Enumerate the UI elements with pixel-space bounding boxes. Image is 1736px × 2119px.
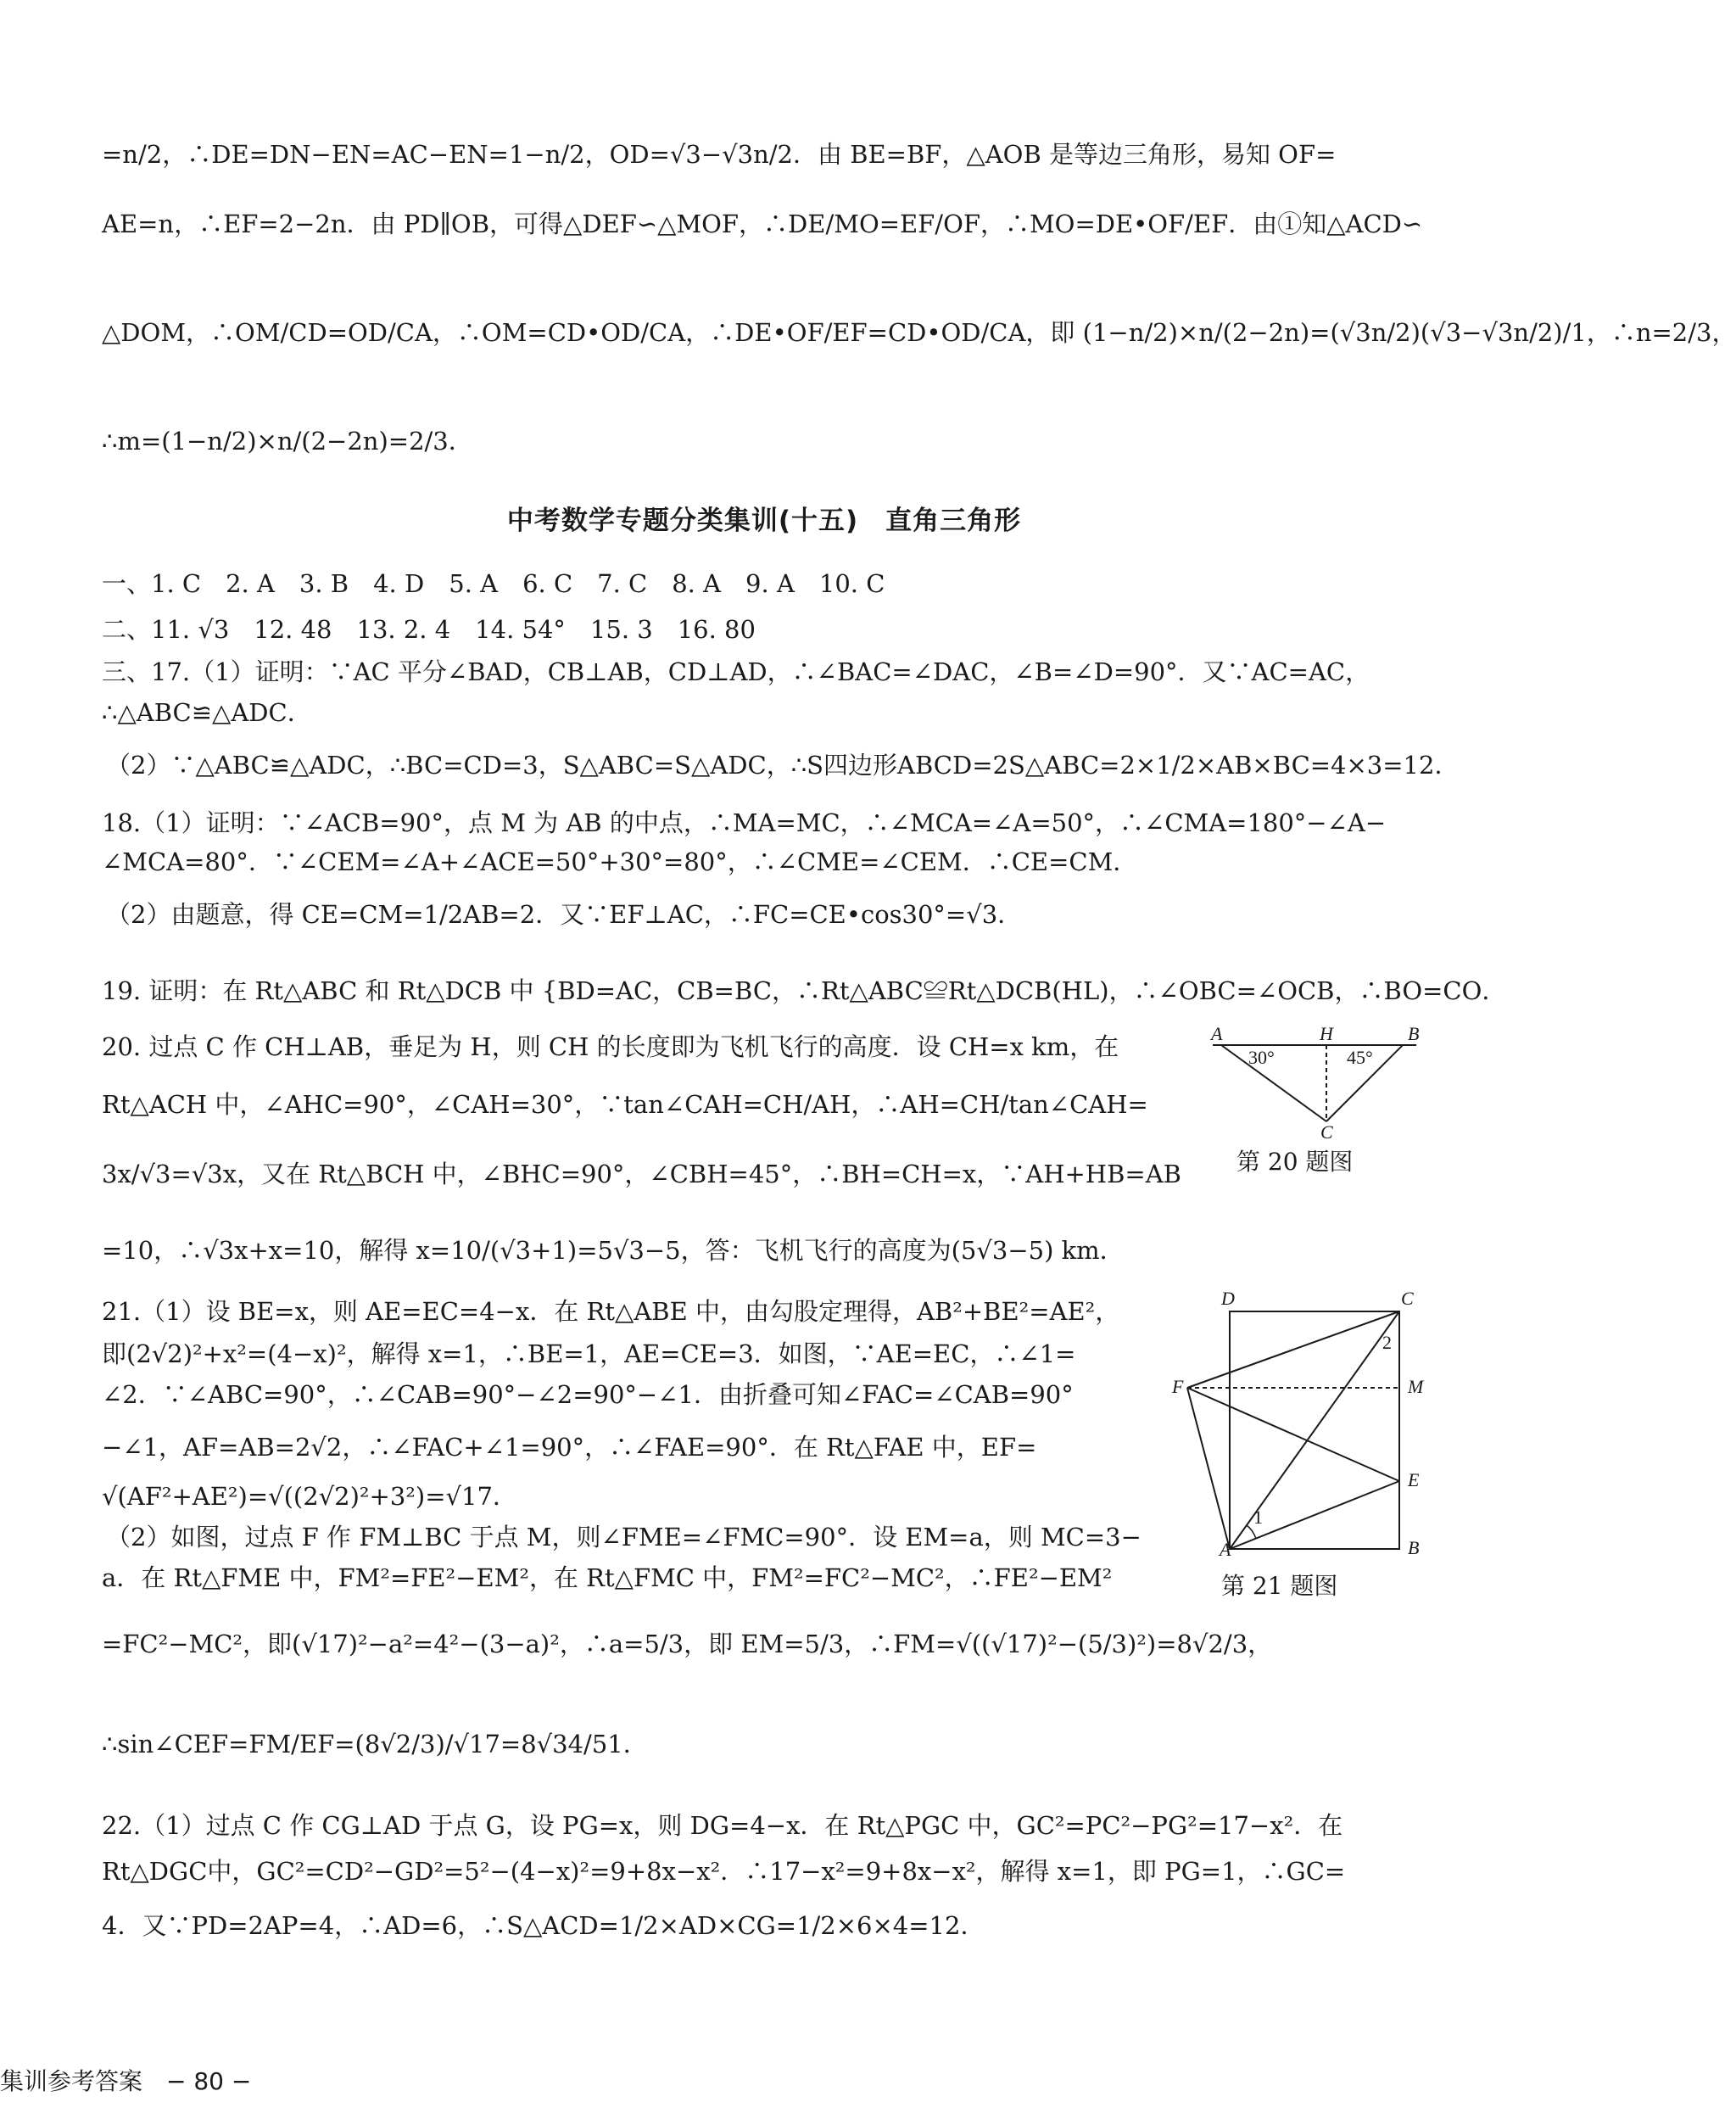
q21-figure: [1170, 1288, 1425, 1560]
q21-line-9: ∴sin∠CEF=FM/EF=(8√2/3)/√17=8√34/51．: [102, 1730, 648, 1758]
q17-line-2: ∴△ABC≌△ADC．: [102, 698, 312, 727]
q20-label-h: H: [1320, 1023, 1333, 1044]
q22-line-2: Rt△DGC中，GC²=CD²−GD²=5²−(4−x)²=9+8x−x²．∴17−x²=9+8x−x²，解得 x=1，即 PG=1，∴GC=: [102, 1857, 1346, 1886]
q21-label-c: C: [1401, 1288, 1414, 1309]
q20-label-a: A: [1211, 1023, 1223, 1044]
continuation-line-3: △DOM，∴OM/CD=OD/CA，∴OM=CD•OD/CA，∴DE•OF/EF=CD•OD/CA，即 (1−n/2)×n/(2−2n)=(√3n/2)(√3−√3n/2)/1，∴n=2/3，: [102, 318, 1736, 347]
q21-angle-2: 2: [1382, 1332, 1392, 1353]
q20-label-c: C: [1320, 1121, 1333, 1143]
q21-figure-caption: 第 21 题图: [1221, 1572, 1338, 1600]
q21-line-3: ∠2．∵∠ABC=90°，∴∠CAB=90°−∠2=90°−∠1．由折叠可知∠FAC=∠CAB=90°: [102, 1380, 1074, 1409]
q21-label-f: F: [1172, 1376, 1184, 1397]
q20-angle-b: 45°: [1347, 1047, 1373, 1068]
q22-line-1: 22.（1）过点 C 作 CG⊥AD 于点 G，设 PG=x，则 DG=4−x．在 Rt△PGC 中，GC²=PC²−PG²=17−x²．在: [102, 1811, 1343, 1840]
q20-figure-caption: 第 20 题图: [1236, 1148, 1354, 1176]
q21-line-6: （2）如图，过点 F 作 FM⊥BC 于点 M，则∠FME=∠FMC=90°．设 EM=a，则 MC=3−: [106, 1523, 1142, 1552]
q20-line-2: Rt△ACH 中，∠AHC=90°，∠CAH=30°，∵tan∠CAH=CH/AH，∴AH=CH/tan∠CAH=: [102, 1090, 1148, 1119]
page-footer: 集训参考答案 − 80 −: [0, 2067, 252, 2095]
q20-figure: [1204, 1023, 1425, 1143]
continuation-line-4: ∴m=(1−n/2)×n/(2−2n)=2/3．: [102, 427, 473, 456]
q18-line-2: ∠MCA=80°．∵∠CEM=∠A+∠ACE=50°+30°=80°，∴∠CME=∠CEM．∴CE=CM．: [102, 847, 1138, 876]
q18-line-3: （2）由题意，得 CE=CM=1/2AB=2．又∵EF⊥AC，∴FC=CE•cos30°=√3．: [106, 900, 1023, 929]
answers-part-2: 二、11. √3 12. 48 13. 2. 4 14. 54° 15. 3 16. 80: [102, 615, 756, 644]
answers-part-1: 一、1. C 2. A 3. B 4. D 5. A 6. C 7. C 8. A 9. A 10. C: [102, 569, 885, 598]
q20-label-b: B: [1408, 1023, 1420, 1044]
q21-line-4: −∠1，AF=AB=2√2，∴∠FAC+∠1=90°，∴∠FAE=90°．在 Rt△FAE 中，EF=: [102, 1433, 1037, 1462]
q22-line-3: 4．又∵PD=2AP=4，∴AD=6，∴S△ACD=1/2×AD×CG=1/2×6×4=12．: [102, 1911, 985, 1940]
q20-angle-a: 30°: [1248, 1047, 1275, 1068]
q17-line-3: （2）∵△ABC≌△ADC，∴BC=CD=3，S△ABC=S△ADC，∴S四边形ABCD=2S△ABC=2×1/2×AB×BC=4×3=12．: [106, 751, 1460, 780]
q21-line-1: 21.（1）设 BE=x，则 AE=EC=4−x．在 Rt△ABE 中，由勾股定理得，AB²+BE²=AE²，: [102, 1297, 1120, 1326]
q21-label-m: M: [1408, 1376, 1424, 1397]
q21-angle-1: 1: [1253, 1507, 1263, 1528]
section-title: 中考数学专题分类集训(十五) 直角三角形: [506, 506, 1022, 536]
q20-line-4: =10，∴√3x+x=10，解得 x=10/(√3+1)=5√3−5，答：飞机飞行的高度为(5√3−5) km．: [102, 1236, 1125, 1265]
q20-line-1: 20. 过点 C 作 CH⊥AB，垂足为 H，则 CH 的长度即为飞机飞行的高度．设 CH=x km，在: [102, 1032, 1119, 1061]
continuation-line-2: AE=n，∴EF=2−2n．由 PD∥OB，可得△DEF∽△MOF，∴DE/MO=EF/OF，∴MO=DE•OF/EF．由①知△ACD∽: [102, 210, 1423, 238]
q20-line-3: 3x/√3=√3x，又在 Rt△BCH 中，∠BHC=90°，∠CBH=45°，∴BH=CH=x，∵AH+HB=AB: [102, 1160, 1181, 1188]
q21-label-b: B: [1408, 1537, 1420, 1558]
q21-line-2: 即(2√2)²+x²=(4−x)²，解得 x=1，∴BE=1，AE=CE=3．如图，∵AE=EC，∴∠1=: [102, 1339, 1076, 1368]
q21-label-e: E: [1408, 1469, 1420, 1490]
q17-line-1: 三、17.（1）证明：∵AC 平分∠BAD，CB⊥AB，CD⊥AD，∴∠BAC=∠DAC，∠B=∠D=90°．又∵AC=AC，: [102, 657, 1370, 686]
continuation-line-1: =n/2，∴DE=DN−EN=AC−EN=1−n/2，OD=√3−√3n/2．由 BE=BF，△AOB 是等边三角形，易知 OF=: [102, 140, 1337, 169]
q21-label-d: D: [1221, 1288, 1235, 1309]
q21-line-7: a．在 Rt△FME 中，FM²=FE²−EM²，在 Rt△FMC 中，FM²=FC²−MC²，∴FE²−EM²: [102, 1563, 1113, 1592]
q19-line-1: 19. 证明：在 Rt△ABC 和 Rt△DCB 中 {BD=AC，CB=BC，∴Rt△ABC≌Rt△DCB(HL)，∴∠OBC=∠OCB，∴BO=CO．: [102, 976, 1507, 1005]
q21-label-a: A: [1220, 1539, 1231, 1560]
q21-line-5: √(AF²+AE²)=√((2√2)²+3²)=√17．: [102, 1482, 517, 1511]
q18-line-1: 18.（1）证明：∵∠ACB=90°，点 M 为 AB 的中点，∴MA=MC，∴∠MCA=∠A=50°，∴∠CMA=180°−∠A−: [102, 808, 1387, 837]
q21-line-8: =FC²−MC²，即(√17)²−a²=4²−(3−a)²，∴a=5/3，即 EM=5/3，∴FM=√((√17)²−(5/3)²)=8√2/3，: [102, 1630, 1273, 1658]
